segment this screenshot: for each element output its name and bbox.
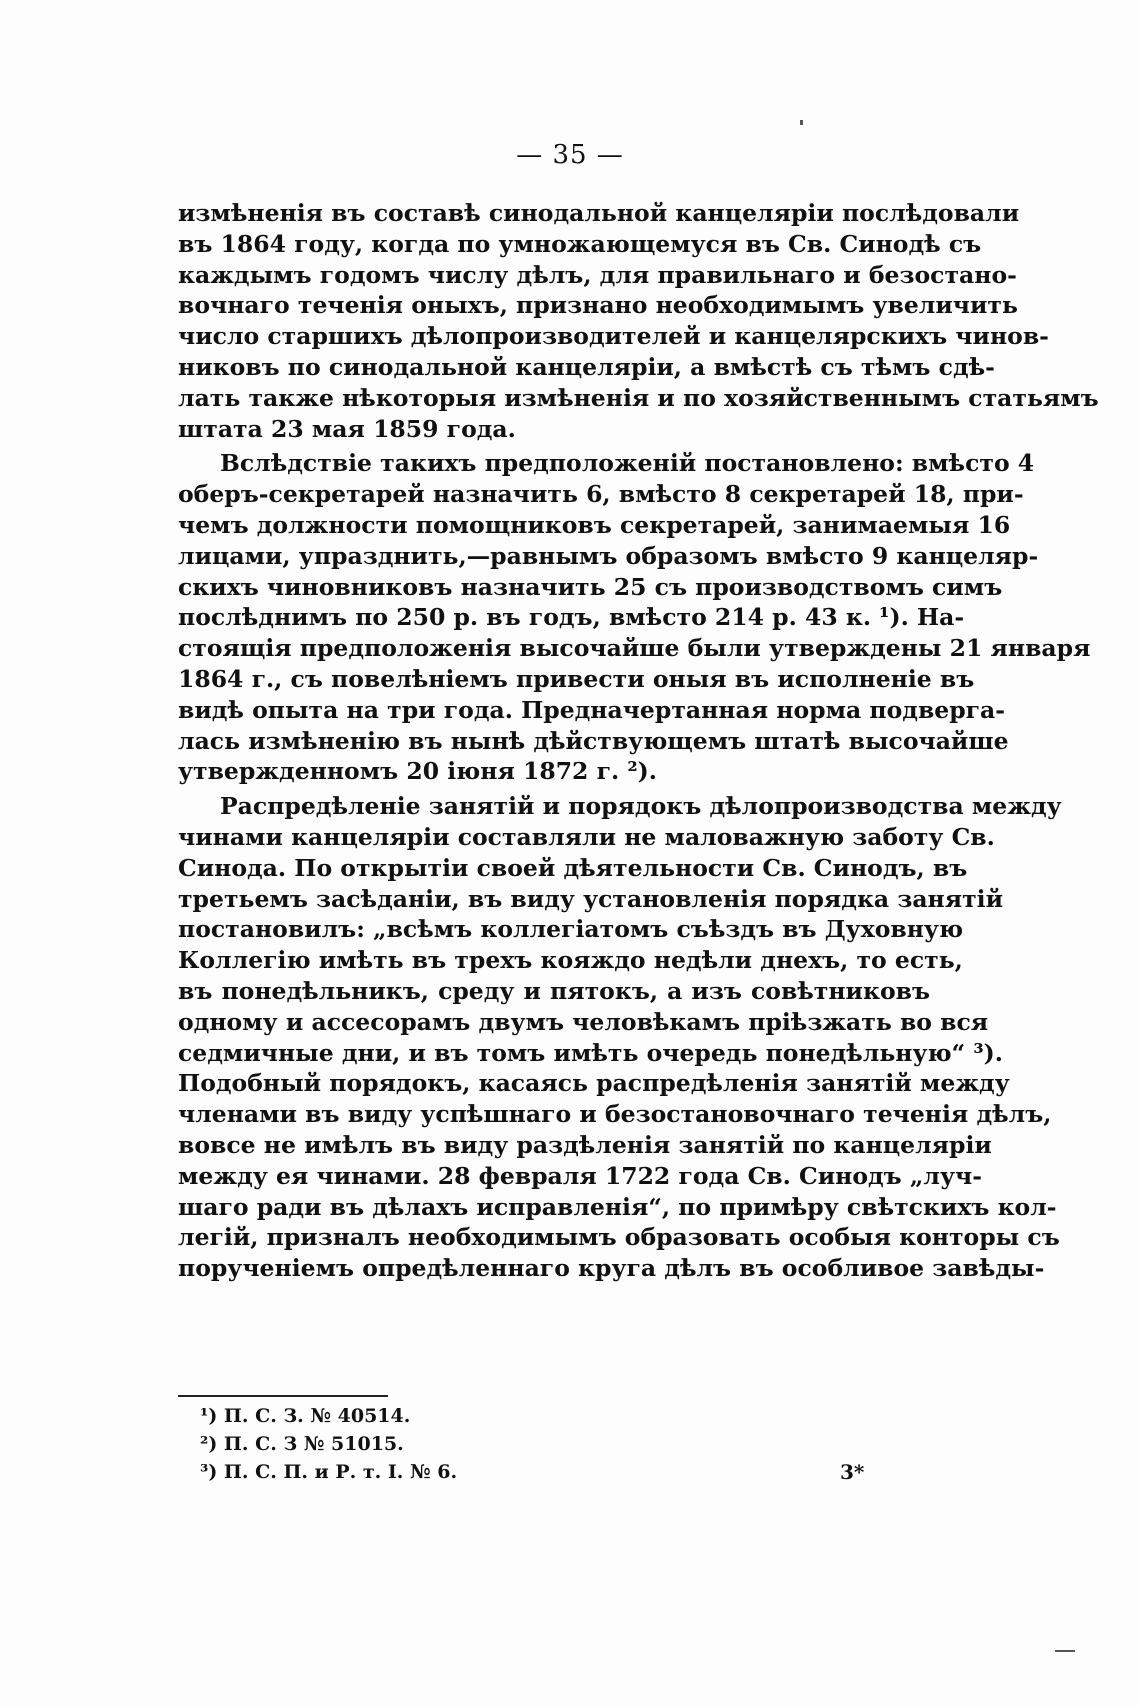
text-line: членами въ виду успѣшнаго и безостановочнаго теченія дѣлъ, xyxy=(178,1100,1052,1129)
text-line: оберъ-секретарей назначить 6, вмѣсто 8 секретарей 18, при- xyxy=(178,480,1024,509)
text-line: чинами канцеляріи составляли не маловажную заботу Св. xyxy=(178,822,995,851)
text-line: лицами, упразднить,—равнымъ образомъ вмѣсто 9 канцеляр- xyxy=(178,541,1039,570)
text-line: 1864 г., съ повелѣніемъ привести оныя въ исполненіе въ xyxy=(178,664,975,693)
text-line: Синода. По открытіи своей дѣятельности Св. Синодъ, въ xyxy=(178,853,968,882)
paragraph-3 xyxy=(178,791,1062,1284)
text-line: вовсе не имѣлъ въ виду раздѣленія занятій по канцеляріи xyxy=(178,1130,992,1159)
text-line: штата 23 мая 1859 года. xyxy=(178,414,516,443)
print-speck xyxy=(1055,1650,1075,1652)
footnote-2: ²) П. С. З № 51015. xyxy=(200,1433,404,1455)
text-line: утвержденномъ 20 іюня 1872 г. ²). xyxy=(178,757,657,786)
text-line: каждымъ годомъ числу дѣлъ, для правильнаго и безостано- xyxy=(178,260,1017,289)
text-line: шаго ради въ дѣлахъ исправленія“, по примѣру свѣтскихъ кол- xyxy=(178,1192,1057,1221)
text-line: измѣненія въ составѣ синодальной канцеляріи послѣдовали xyxy=(178,199,1020,227)
footnote-1: ¹) П. С. З. № 40514. xyxy=(200,1405,411,1427)
text-line: постановилъ: „всѣмъ коллегіатомъ съѣздъ въ Духовную xyxy=(178,915,964,944)
paragraph-2 xyxy=(178,448,1091,787)
text-line: послѣднимъ по 250 р. въ годъ, вмѣсто 214 р. 43 к. ¹). На- xyxy=(178,603,965,632)
text-line: Вслѣдствіе такихъ предположеній постановлено: вмѣсто 4 xyxy=(220,449,1035,478)
text-line: Коллегію имѣть въ трехъ кояждо недѣли днехъ, то есть, xyxy=(178,946,963,975)
paragraph-1 xyxy=(178,198,1099,444)
footnote-3: ³) П. С. П. и Р. т. I. № 6. xyxy=(200,1461,458,1483)
text-line: въ 1864 году, когда по умножающемуся въ Св. Синодѣ съ xyxy=(178,229,982,258)
signature-mark: 3* xyxy=(840,1460,865,1484)
text-line: между ея чинами. 28 февраля 1722 года Св. Синодъ „луч- xyxy=(178,1161,982,1190)
print-speck xyxy=(800,120,803,125)
text-line: скихъ чиновниковъ назначить 25 съ производствомъ симъ xyxy=(178,572,1003,601)
text-line: стоящія предположенія высочайше были утверждены 21 января xyxy=(178,634,1091,663)
text-line: видѣ опыта на три года. Предначертанная норма подверга- xyxy=(178,695,1006,724)
footnote-divider xyxy=(178,1395,388,1397)
body-text xyxy=(178,198,1099,1284)
text-line: Распредѣленіе занятій и порядокъ дѣлопроизводства между xyxy=(220,792,1062,821)
text-line: число старшихъ дѣлопроизводителей и канцелярскихъ чинов- xyxy=(178,322,1049,351)
text-line: вочнаго теченія оныхъ, признано необходимымъ увеличить xyxy=(178,291,1018,320)
text-line: никовъ по синодальной канцеляріи, а вмѣстѣ съ тѣмъ сдѣ- xyxy=(178,352,995,381)
page-number: — 35 — xyxy=(516,140,624,170)
text-line: третьемъ засѣданіи, въ виду установленія порядка занятій xyxy=(178,884,1004,913)
text-line: легій, призналъ необходимымъ образовать особыя конторы съ xyxy=(178,1223,1060,1252)
text-line: одному и ассесорамъ двумъ человѣкамъ пріѣзжать во вся xyxy=(178,1007,989,1036)
text-line: лась измѣненію въ нынѣ дѣйствующемъ штатѣ высочайше xyxy=(178,726,1009,755)
text-line: порученіемъ опредѣленнаго круга дѣлъ въ особливое завѣды- xyxy=(178,1254,1045,1283)
text-line: въ понедѣльникъ, среду и пятокъ, а изъ совѣтниковъ xyxy=(178,976,930,1005)
text-line: Подобный порядокъ, касаясь распредѣленія занятій между xyxy=(178,1069,1010,1098)
text-line: седмичные дни, и въ томъ имѣть очередь понедѣльную“ ³). xyxy=(178,1038,1003,1067)
footnotes xyxy=(200,1402,800,1486)
text-line: лать также нѣкоторыя измѣненія и по хозяйственнымъ статьямъ xyxy=(178,383,1099,412)
text-line: чемъ должности помощниковъ секретарей, занимаемыя 16 xyxy=(178,510,1011,539)
